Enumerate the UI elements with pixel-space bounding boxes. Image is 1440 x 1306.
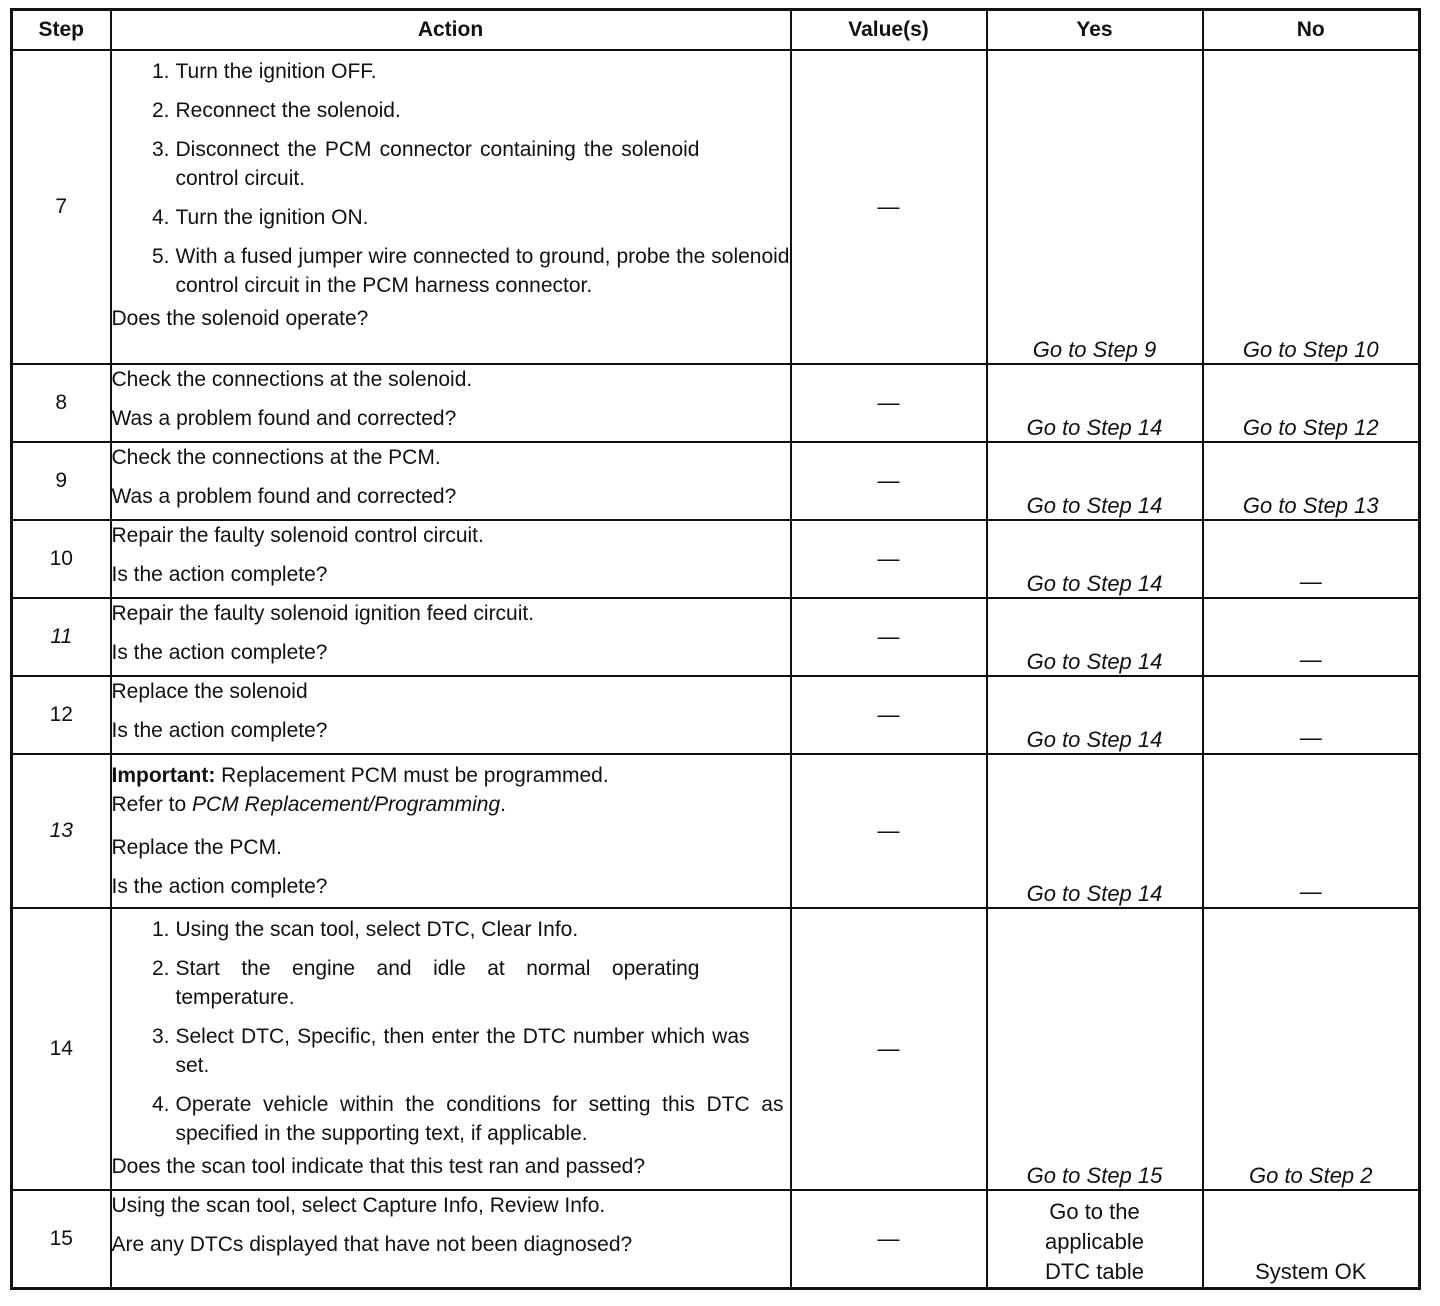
yes-cell: Go to Step 14 [987, 520, 1203, 598]
refer-link[interactable]: PCM Replacement/Programming [192, 793, 501, 816]
list-item-text: Disconnect the PCM connector containing the solenoid control circuit. [175, 138, 700, 190]
action-cell [111, 598, 791, 676]
action-list [112, 57, 790, 300]
value-cell: — [791, 1190, 987, 1288]
action-question: Was a problem found and corrected? [111, 485, 457, 508]
action-question: Are any DTCs displayed that have not been diagnosed? [111, 1233, 633, 1256]
action-cell [111, 520, 791, 598]
table-row [12, 754, 1420, 908]
list-item: 2. Start the engine and idle at normal operating temperature. [151, 957, 700, 1009]
header-no: No [1203, 10, 1420, 51]
action-text: Repair the faulty solenoid control circuit. [111, 524, 484, 547]
list-item: 4. Operate vehicle within the conditions for setting this DTC as specified in the supporting text, if applicable. [151, 1093, 784, 1145]
no-cell: — [1203, 598, 1420, 676]
table-row [12, 442, 1420, 520]
yes-cell [987, 1190, 1203, 1288]
header-action: Action [111, 10, 791, 51]
table-row [12, 50, 1420, 364]
action-text: Using the scan tool, select Capture Info, Review Info. [111, 1194, 606, 1217]
table-row [12, 1190, 1420, 1288]
list-item-text: Operate vehicle within the conditions for setting this DTC as specified in the supporting text, if applicable. [175, 1093, 784, 1145]
value-cell: — [791, 598, 987, 676]
action-question: Is the action complete? [111, 875, 328, 898]
no-cell: Go to Step 13 [1203, 442, 1420, 520]
yes-cell: Go to Step 14 [987, 676, 1203, 754]
step-number: 9 [12, 442, 111, 520]
list-item: 2. Reconnect the solenoid. [151, 99, 401, 122]
table-row [12, 676, 1420, 754]
list-item-text: Using the scan tool, select DTC, Clear Info. [175, 918, 579, 941]
no-cell: System OK [1203, 1190, 1420, 1288]
action-cell [111, 442, 791, 520]
no-cell: Go to Step 2 [1203, 908, 1420, 1190]
header-step: Step [12, 10, 111, 51]
value-cell: — [791, 50, 987, 364]
action-cell [111, 676, 791, 754]
header-yes: Yes [987, 10, 1203, 51]
list-item: 1. Using the scan tool, select DTC, Clear Info. [151, 918, 579, 941]
list-item-text: Turn the ignition ON. [175, 206, 369, 229]
value-cell: — [791, 442, 987, 520]
action-cell [111, 364, 791, 442]
yes-cell: Go to Step 14 [987, 442, 1203, 520]
step-number: 11 [12, 598, 111, 676]
action-cell [111, 754, 791, 908]
header-values: Value(s) [791, 10, 987, 51]
refer-suffix: . [500, 793, 506, 816]
important-text: Replacement PCM must be programmed. [221, 764, 609, 787]
action-text: Check the connections at the solenoid. [111, 368, 473, 391]
value-cell: — [791, 754, 987, 908]
yes-line: Go to the [1049, 1198, 1140, 1224]
action-cell [111, 1190, 791, 1288]
value-cell: — [791, 364, 987, 442]
step-number: 8 [12, 364, 111, 442]
value-cell: — [791, 676, 987, 754]
list-item: 5. With a fused jumper wire connected to ground, probe the solenoid control circuit in the PCM harness connector. [151, 245, 790, 297]
value-cell: — [791, 520, 987, 598]
step-number: 10 [12, 520, 111, 598]
yes-cell: Go to Step 15 [987, 908, 1203, 1190]
refer-note [112, 790, 790, 819]
diagnostic-table [10, 8, 1421, 1290]
action-list [112, 915, 790, 1148]
action-question: Does the scan tool indicate that this test ran and passed? [111, 1155, 646, 1178]
yes-cell: Go to Step 14 [987, 754, 1203, 908]
important-label: Important: [111, 764, 216, 787]
action-question: Is the action complete? [111, 719, 328, 742]
list-item: 1. Turn the ignition OFF. [151, 60, 377, 83]
list-item: 4. Turn the ignition ON. [151, 206, 369, 229]
no-cell: — [1203, 754, 1420, 908]
step-number: 15 [12, 1190, 111, 1288]
list-item: 3. Disconnect the PCM connector containing the solenoid control circuit. [151, 138, 700, 190]
header-row [12, 10, 1420, 51]
step-number: 14 [12, 908, 111, 1190]
yes-cell: Go to Step 9 [987, 50, 1203, 364]
step-number: 13 [12, 754, 111, 908]
action-question: Is the action complete? [111, 641, 328, 664]
action-text: Repair the faulty solenoid ignition feed circuit. [111, 602, 535, 625]
yes-line: applicable [1044, 1228, 1145, 1254]
step-number: 7 [12, 50, 111, 364]
no-cell: Go to Step 12 [1203, 364, 1420, 442]
action-text: Replace the PCM. [111, 836, 282, 859]
no-cell: — [1203, 676, 1420, 754]
table-row [12, 598, 1420, 676]
yes-cell: Go to Step 14 [987, 598, 1203, 676]
action-cell [111, 50, 791, 364]
yes-cell: Go to Step 14 [987, 364, 1203, 442]
list-item-text: Select DTC, Specific, then enter the DTC number which was set. [175, 1025, 750, 1077]
step-number: 12 [12, 676, 111, 754]
list-item-text: With a fused jumper wire connected to ground, probe the solenoid control circuit in the PCM harness connector. [175, 245, 790, 297]
action-question: Does the solenoid operate? [111, 307, 369, 330]
list-item-text: Start the engine and idle at normal operating temperature. [175, 957, 700, 1009]
important-note [112, 761, 790, 790]
list-item: 3. Select DTC, Specific, then enter the DTC number which was set. [151, 1025, 750, 1077]
value-cell: — [791, 908, 987, 1190]
no-cell: Go to Step 10 [1203, 50, 1420, 364]
action-cell [111, 908, 791, 1190]
list-item-text: Turn the ignition OFF. [175, 60, 377, 83]
action-text: Check the connections at the PCM. [111, 446, 441, 469]
table-row [12, 908, 1420, 1190]
table-row [12, 364, 1420, 442]
action-text: Replace the solenoid [111, 680, 308, 703]
no-cell: — [1203, 520, 1420, 598]
refer-prefix: Refer to [111, 793, 187, 816]
list-item-text: Reconnect the solenoid. [175, 99, 401, 122]
table-row [12, 520, 1420, 598]
action-question: Is the action complete? [111, 563, 328, 586]
yes-line: DTC table [1044, 1258, 1145, 1284]
action-question: Was a problem found and corrected? [111, 407, 457, 430]
